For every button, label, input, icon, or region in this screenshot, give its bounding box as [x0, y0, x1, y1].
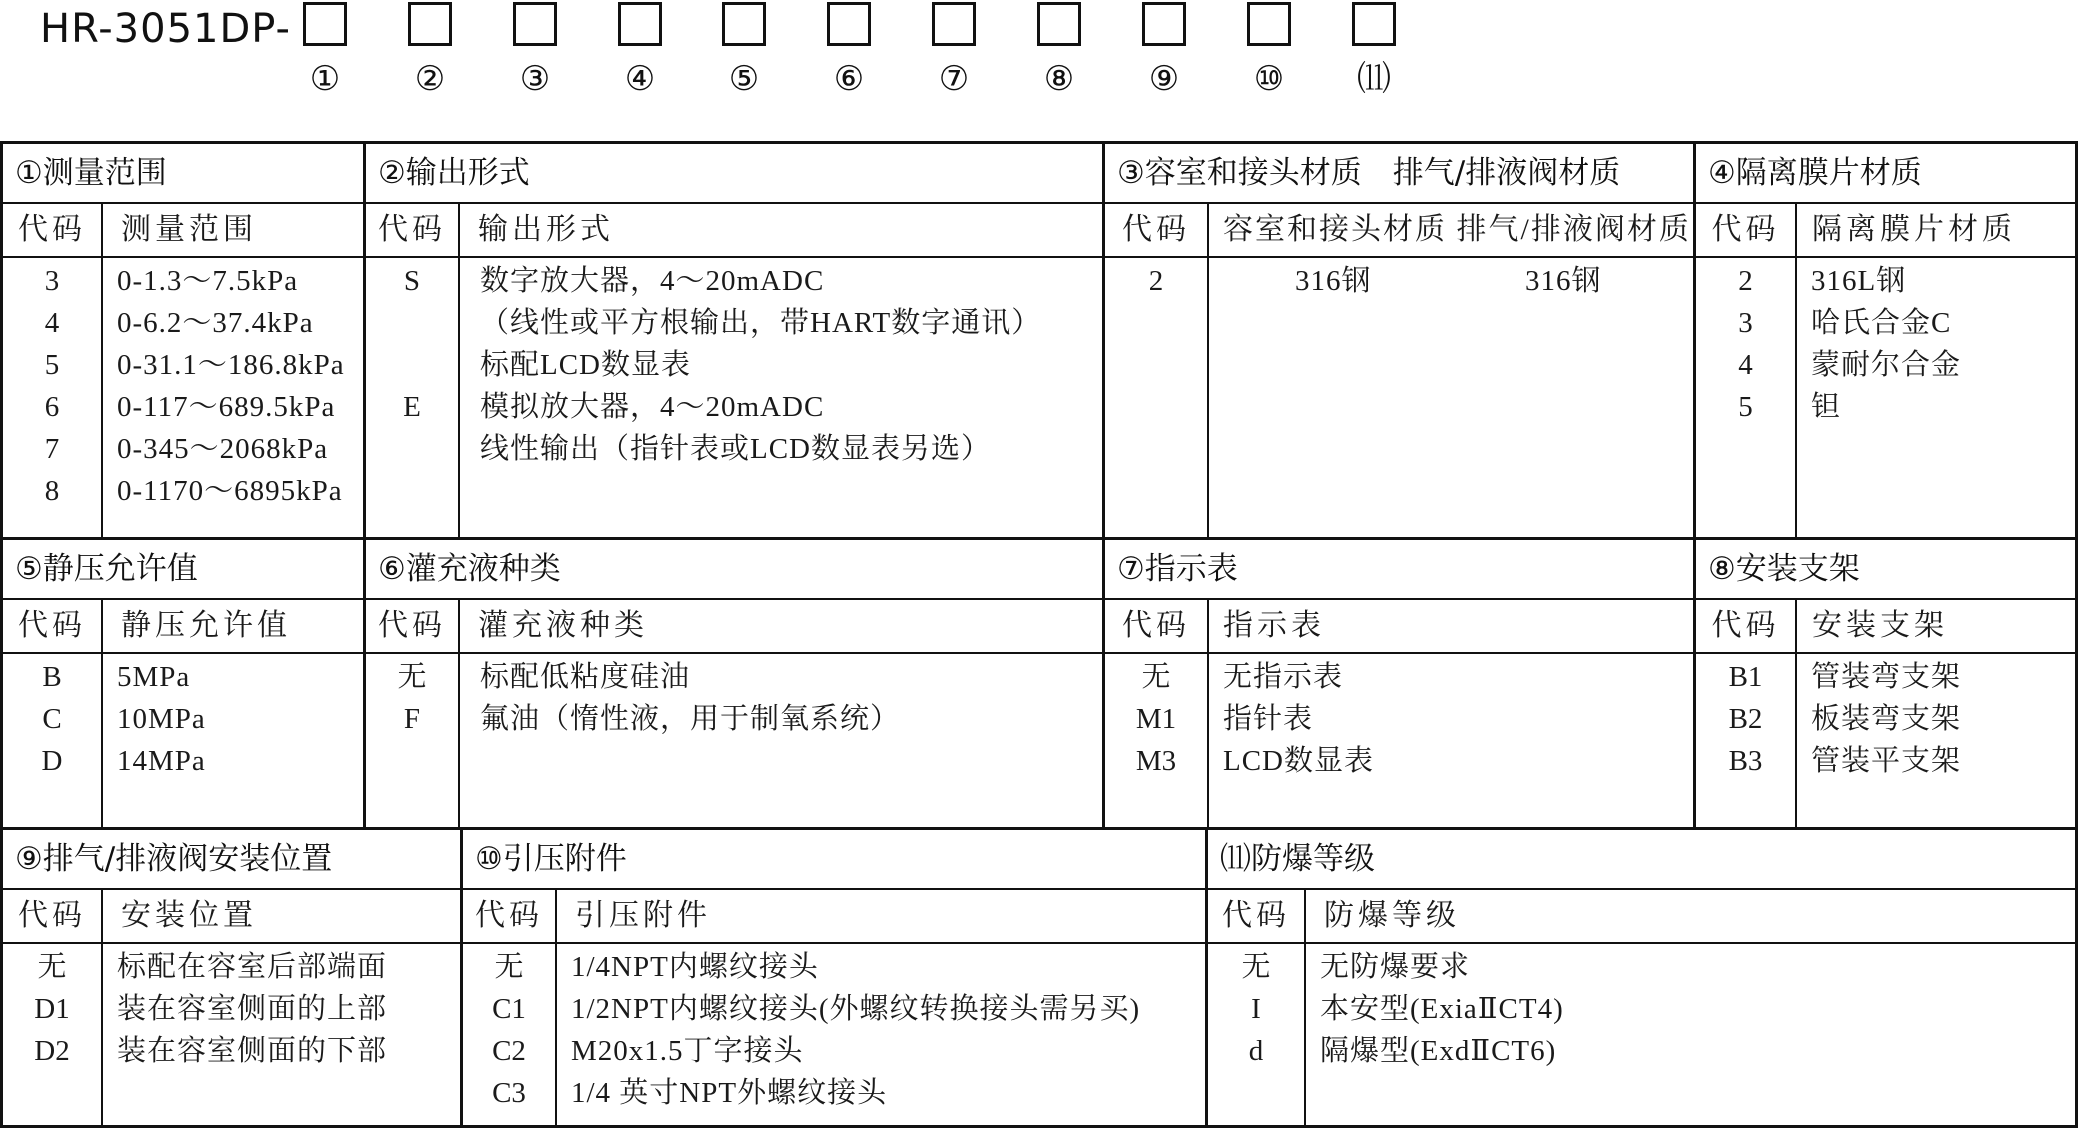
option-box-7 [932, 2, 976, 46]
section-indicator [1102, 537, 1696, 830]
position-number: ⑦ [938, 61, 970, 98]
option-desc: 管装平支架 [1811, 745, 1962, 777]
column-header: 输出形式 [478, 213, 614, 246]
section-static-pressure [0, 537, 366, 830]
section-title: ⑤静压允许值 [15, 551, 198, 587]
section-title: ④隔离膜片材质 [1708, 155, 1922, 191]
option-code: 4 [1738, 349, 1753, 381]
code-header: 代码 [475, 899, 543, 932]
option-desc: 316钢 [1295, 265, 1372, 297]
option-code: 无 [1141, 661, 1171, 693]
option-code: 3 [1738, 307, 1753, 339]
option-code: 4 [44, 307, 60, 339]
option-desc: 0-31.1～186.8kPa [117, 349, 345, 381]
section-chamber-material [1102, 141, 1696, 540]
option-code: C2 [492, 1035, 526, 1067]
section-output-form [363, 141, 1105, 540]
section-title: ⑥灌充液种类 [378, 551, 561, 587]
option-desc: 指针表 [1223, 703, 1314, 735]
option-box-6 [827, 2, 871, 46]
option-code: B3 [1728, 745, 1763, 777]
option-box-11 [1352, 2, 1396, 46]
code-header: 代码 [18, 899, 86, 932]
option-code: M1 [1135, 703, 1177, 735]
position-number: ⑨ [1148, 61, 1180, 98]
option-desc: 0-345～2068kPa [117, 433, 329, 465]
section-pressure-fitting [460, 827, 1208, 1128]
option-code: 5 [1738, 391, 1753, 423]
option-code: S [403, 265, 421, 297]
column-header: 指示表 [1223, 609, 1325, 642]
option-code: F [403, 703, 421, 735]
option-code: 无 [494, 951, 524, 983]
option-code: 6 [44, 391, 60, 423]
section-diaphragm-material [1693, 141, 2078, 540]
option-desc: 1/2NPT内螺纹接头(外螺纹转换接头需另买) [571, 993, 1141, 1025]
column-header: 引压附件 [575, 899, 711, 932]
option-desc: 装在容室侧面的下部 [117, 1035, 388, 1067]
position-number: ② [414, 61, 446, 98]
option-code: 2 [1738, 265, 1753, 297]
column-header: 灌充液种类 [478, 609, 648, 642]
column-header: 安装支架 [1812, 609, 1948, 642]
option-desc: 无防爆要求 [1320, 951, 1471, 983]
position-number: ⑾ [1357, 61, 1391, 98]
option-desc: LCD数显表 [1223, 745, 1375, 777]
option-desc: 无指示表 [1223, 661, 1344, 693]
option-desc: 线性输出（指针表或LCD数显表另选） [480, 433, 992, 465]
code-header: 代码 [378, 609, 446, 642]
option-code: 2 [1148, 265, 1164, 297]
option-desc: 316钢 [1525, 265, 1602, 297]
column-header: 安装位置 [121, 899, 257, 932]
position-number: ① [309, 61, 341, 98]
option-desc: 标配LCD数显表 [480, 349, 692, 381]
option-box-1 [303, 2, 347, 46]
option-box-4 [618, 2, 662, 46]
column-header: 容室和接头材质 排气/排液阀材质 [1223, 213, 1691, 246]
code-header: 代码 [1122, 213, 1190, 246]
option-desc: 5MPa [117, 661, 191, 693]
option-desc: 0-117～689.5kPa [117, 391, 336, 423]
option-desc: 管装弯支架 [1811, 661, 1962, 693]
option-code: d [1248, 1035, 1264, 1067]
position-number: ⑧ [1043, 61, 1075, 98]
option-code: 无 [1241, 951, 1271, 983]
option-desc: 数字放大器，4～20mADC [480, 265, 825, 297]
table-border-right [2075, 141, 2078, 1128]
option-desc: 板装弯支架 [1811, 703, 1962, 735]
option-box-3 [513, 2, 557, 46]
option-code: D [41, 745, 63, 777]
option-desc: 隔爆型(ExdⅡCT6) [1320, 1035, 1557, 1067]
section-title: ③容室和接头材质 排气/排液阀材质 [1117, 155, 1621, 191]
option-desc: 本安型(ExiaⅡCT4) [1320, 993, 1564, 1025]
section-title: ⑩引压附件 [475, 841, 627, 877]
option-code [366, 344, 458, 386]
section-title: ②输出形式 [378, 155, 530, 191]
option-box-5 [722, 2, 766, 46]
option-desc: 装在容室侧面的上部 [117, 993, 388, 1025]
option-desc: 氟油（惰性液，用于制氧系统） [480, 703, 901, 735]
option-code: 3 [44, 265, 60, 297]
option-box-10 [1247, 2, 1291, 46]
section-mounting-bracket [1693, 537, 2078, 830]
model-code: HR-3051DP- [40, 6, 291, 52]
option-code: M3 [1135, 745, 1177, 777]
option-code: B2 [1728, 703, 1763, 735]
column-header: 隔离膜片材质 [1812, 213, 2016, 246]
option-code: B [42, 661, 62, 693]
option-desc: 0-6.2～37.4kPa [117, 307, 314, 339]
option-desc: 1/4 英寸NPT外螺纹接头 [571, 1077, 888, 1109]
option-desc: 标配低粘度硅油 [480, 661, 691, 693]
option-desc: 0-1170～6895kPa [117, 475, 343, 507]
option-desc: 模拟放大器，4～20mADC [480, 391, 825, 423]
option-code: B1 [1728, 661, 1763, 693]
code-header: 代码 [1222, 899, 1290, 932]
option-desc: 0-1.3～7.5kPa [117, 265, 299, 297]
section-explosion-proof [1205, 827, 2078, 1128]
option-desc: 1/4NPT内螺纹接头 [571, 951, 819, 983]
option-desc: 标配在容室后部端面 [117, 951, 388, 983]
position-number: ④ [624, 61, 656, 98]
position-number: ③ [519, 61, 551, 98]
option-desc: 钽 [1811, 391, 1842, 423]
section-measuring-range [0, 141, 366, 540]
option-desc: 316L钢 [1811, 265, 1907, 297]
column-header: 测量范围 [121, 213, 257, 246]
option-code: 5 [44, 349, 60, 381]
code-header: 代码 [1711, 609, 1780, 642]
code-header: 代码 [378, 213, 446, 246]
option-desc: 14MPa [117, 745, 206, 777]
code-header: 代码 [18, 213, 86, 246]
option-desc: （线性或平方根输出，带HART数字通讯） [480, 307, 1042, 339]
section-vent-position [0, 827, 463, 1128]
code-header: 代码 [18, 609, 86, 642]
option-desc: M20x1.5丁字接头 [571, 1035, 804, 1067]
position-number: ⑩ [1253, 61, 1285, 98]
option-code: D1 [34, 993, 70, 1025]
option-desc: 哈氏合金C [1811, 307, 1952, 339]
section-title: ⑧安装支架 [1708, 551, 1860, 587]
option-code: E [403, 391, 421, 423]
column-header: 静压允许值 [121, 609, 291, 642]
section-title: ⑨排气/排液阀安装位置 [15, 841, 333, 877]
option-desc: 蒙耐尔合金 [1811, 349, 1962, 381]
code-header: 代码 [1122, 609, 1190, 642]
option-code [366, 428, 458, 470]
position-number: ⑥ [833, 61, 865, 98]
option-code: 无 [37, 951, 67, 983]
option-code: 无 [397, 661, 427, 693]
option-code [366, 302, 458, 344]
option-code: C3 [492, 1077, 526, 1109]
section-fill-fluid [363, 537, 1105, 830]
option-box-9 [1142, 2, 1186, 46]
option-code: D2 [34, 1035, 70, 1067]
code-header: 代码 [1711, 213, 1780, 246]
option-box-8 [1037, 2, 1081, 46]
option-code: C [42, 703, 62, 735]
section-title: ①测量范围 [15, 155, 167, 191]
option-code: C1 [492, 993, 526, 1025]
position-number: ⑤ [728, 61, 760, 98]
option-desc: 10MPa [117, 703, 206, 735]
section-title: ⑾防爆等级 [1220, 841, 1375, 877]
option-code: 7 [44, 433, 60, 465]
option-code: 8 [44, 475, 60, 507]
section-title: ⑦指示表 [1117, 551, 1238, 587]
option-code: I [1251, 993, 1261, 1025]
option-box-2 [408, 2, 452, 46]
column-header: 防爆等级 [1324, 899, 1460, 932]
